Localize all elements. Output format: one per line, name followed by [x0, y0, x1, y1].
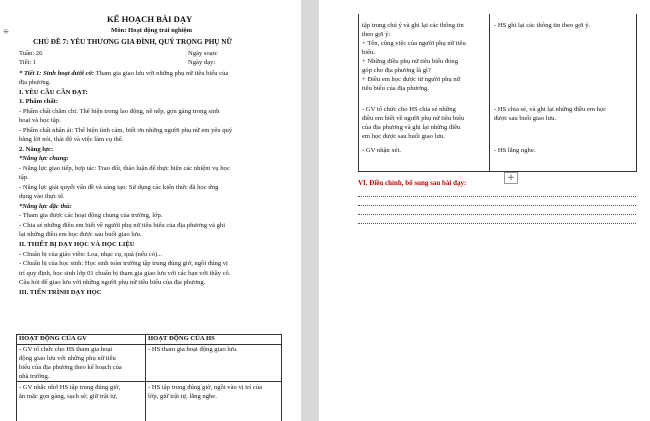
- general-competency-heading: *Năng lực chung:: [19, 155, 69, 162]
- table-header-teacher: HOẠT ĐỘNG CỦA GV: [19, 335, 87, 342]
- table-cell: tập trung chú ý và ghi lại các thông tin: [362, 22, 464, 29]
- table-cell: - HS lắng nghe.: [494, 147, 536, 154]
- table-cell: lớp, giữ trật tự, lắng nghe.: [148, 393, 217, 400]
- table-cell: - HS tập trung đúng giờ, ngồi vào vị trí của: [148, 384, 262, 391]
- text-line: - Phẩm chất nhân ái: Thể hiện tình cảm, biết ơn những người phụ nữ em yêu quý: [19, 127, 233, 134]
- table-cell: được sau buổi giao lưu.: [494, 115, 557, 122]
- table-cell: + Điều em học được từ người phụ nữ: [362, 76, 461, 83]
- date-taught-label: Ngày dạy:: [188, 59, 216, 66]
- text-line: trí quy định, học sinh lớp 01 chuẩn bị tham gia giao lưu với các bạn với thầy cô.: [19, 270, 231, 277]
- table-cell: - GV nhắc nhở HS tập trung đúng giờ,: [19, 384, 121, 391]
- document-page-1: [0, 0, 301, 421]
- blank-line: [358, 223, 636, 224]
- table-cell: của địa phương và ghi lại những điều: [362, 124, 461, 131]
- table-cell: nhà trường.: [19, 373, 50, 380]
- table-header-student: HOẠT ĐỘNG CỦA HS: [148, 335, 215, 342]
- section-2-heading: II. THIẾT BỊ DẠY HỌC VÀ HỌC LIỆU: [19, 241, 135, 248]
- table-cell: góp cho địa phương là gì?: [362, 67, 431, 74]
- table-cell: - HS ghi lại các thông tin theo gợi ý.: [494, 22, 591, 29]
- lesson-plan-title: KẾ HOẠCH BÀI DẠY: [107, 14, 193, 24]
- table-cell: - GV nhận xét.: [362, 147, 402, 154]
- section-6-heading: VI. Điều chỉnh, bổ sung sau bài dạy:: [358, 179, 467, 187]
- lesson-line-rest: Tham gia giao lưu với những phụ nữ tiêu biểu của: [94, 70, 229, 77]
- table-cell: điều em biết về người phụ nữ tiêu biểu: [362, 115, 465, 122]
- table-cell: + Tên, công việc của người phụ nữ tiêu: [362, 40, 466, 47]
- section-1-heading: I. YÊU CẦU CẦN ĐẠT:: [19, 89, 88, 96]
- table-divider: [145, 334, 146, 421]
- blank-line: [358, 196, 636, 197]
- table-cell: biểu của địa phương theo kế hoạch của: [19, 364, 122, 371]
- text-line: - Năng lực giải quyết vấn đề và sáng tạo: Sử dụng các kiến thức đã học ứng: [19, 184, 219, 191]
- table-cell: em học được sau buổi giao lưu.: [362, 133, 445, 140]
- table-cell: theo gợi ý:: [362, 31, 391, 38]
- table-divider: [16, 381, 281, 382]
- table-divider: [16, 344, 281, 345]
- table-cell: biểu.: [362, 49, 376, 56]
- text-line: tập.: [19, 174, 29, 181]
- date-prepared-label: Ngày soạn:: [188, 50, 218, 57]
- specific-competency-heading: *Năng lực đặc thù:: [19, 203, 72, 210]
- lesson-line-2: địa phương.: [19, 79, 51, 86]
- text-line: - Chuẩn bị của giáo viên: Loa, nhạc cụ, quà (nếu có)...: [19, 251, 163, 258]
- text-line: - Năng lực giao tiếp, hợp tác: Trao đổi, thảo luận để thực hiện các nhiệm vụ học: [19, 165, 230, 172]
- text-line: Câu hỏi để giao lưu với những người phụ nữ tiêu biểu của địa phương.: [19, 279, 206, 286]
- subject-line: Môn: Hoạt động trải nghiệm: [111, 27, 192, 34]
- blank-line: [358, 214, 636, 215]
- table-cell: - GV tổ chức cho HS tham gia hoạt: [19, 346, 113, 353]
- text-line: - Phẩm chất chăm chỉ: Thể hiện trong lao động, nề nếp, gọn gàng trong sinh: [19, 108, 220, 115]
- table-cell: - HS tham gia hoạt động giao lưu.: [148, 346, 238, 353]
- text-line: - Chia sẻ những điều em biết về người phụ nữ tiêu biểu của địa phương và ghi: [19, 222, 226, 229]
- table-cell: ăn mặc gọn gàng, sạch sẽ; giữ trật tự,: [19, 393, 118, 400]
- blank-line: [358, 205, 636, 206]
- table-cell: tiêu biểu của địa phương.: [362, 85, 429, 92]
- subsection-competency: 2. Năng lực:: [19, 146, 54, 153]
- table-divider: [489, 14, 490, 171]
- table-cell: động giao lưu với những phụ nữ tiêu: [19, 355, 116, 362]
- lesson-line-bold: * Tiết 1: Sinh hoạt dưới cờ:: [19, 70, 95, 77]
- add-row-button[interactable]: +: [504, 172, 518, 184]
- lesson-line: [19, 70, 228, 78]
- text-line: hoạt và học tập.: [19, 117, 61, 124]
- text-line: - Tham gia được các hoạt động chung của trường, lớp.: [19, 212, 163, 219]
- topic-heading: CHỦ ĐỀ 7: YÊU THƯƠNG GIA ĐÌNH, QUÝ TRỌNG PHỤ NỮ: [33, 38, 233, 46]
- section-3-heading: III. TIẾN TRÌNH DẠY HỌC: [19, 289, 102, 296]
- table-cell: - GV tổ chức cho HS chia sẻ những: [362, 106, 456, 113]
- text-line: lại những điều em học được sau buổi giao lưu.: [19, 231, 142, 238]
- text-line: dụng vào thực tế.: [19, 193, 65, 200]
- table-cell: + Những điều phụ nữ tiêu biểu đóng: [362, 58, 459, 65]
- subsection-qualities: 1. Phẩm chất:: [19, 98, 59, 105]
- week-label: Tuần: 26: [19, 50, 43, 57]
- text-line: - Chuẩn bị của học sinh: Học sinh toàn trường tập trung đúng giờ, ngồi đúng vị: [19, 260, 228, 267]
- table-cell: - HS chia sẻ, và ghi lại những điều em học: [494, 106, 607, 113]
- table-move-handle-icon[interactable]: ⁜: [3, 28, 9, 36]
- period-label: Tiết: 1: [19, 59, 37, 66]
- text-line: bằng lời nói, thái độ và việc làm cụ thể.: [19, 136, 124, 143]
